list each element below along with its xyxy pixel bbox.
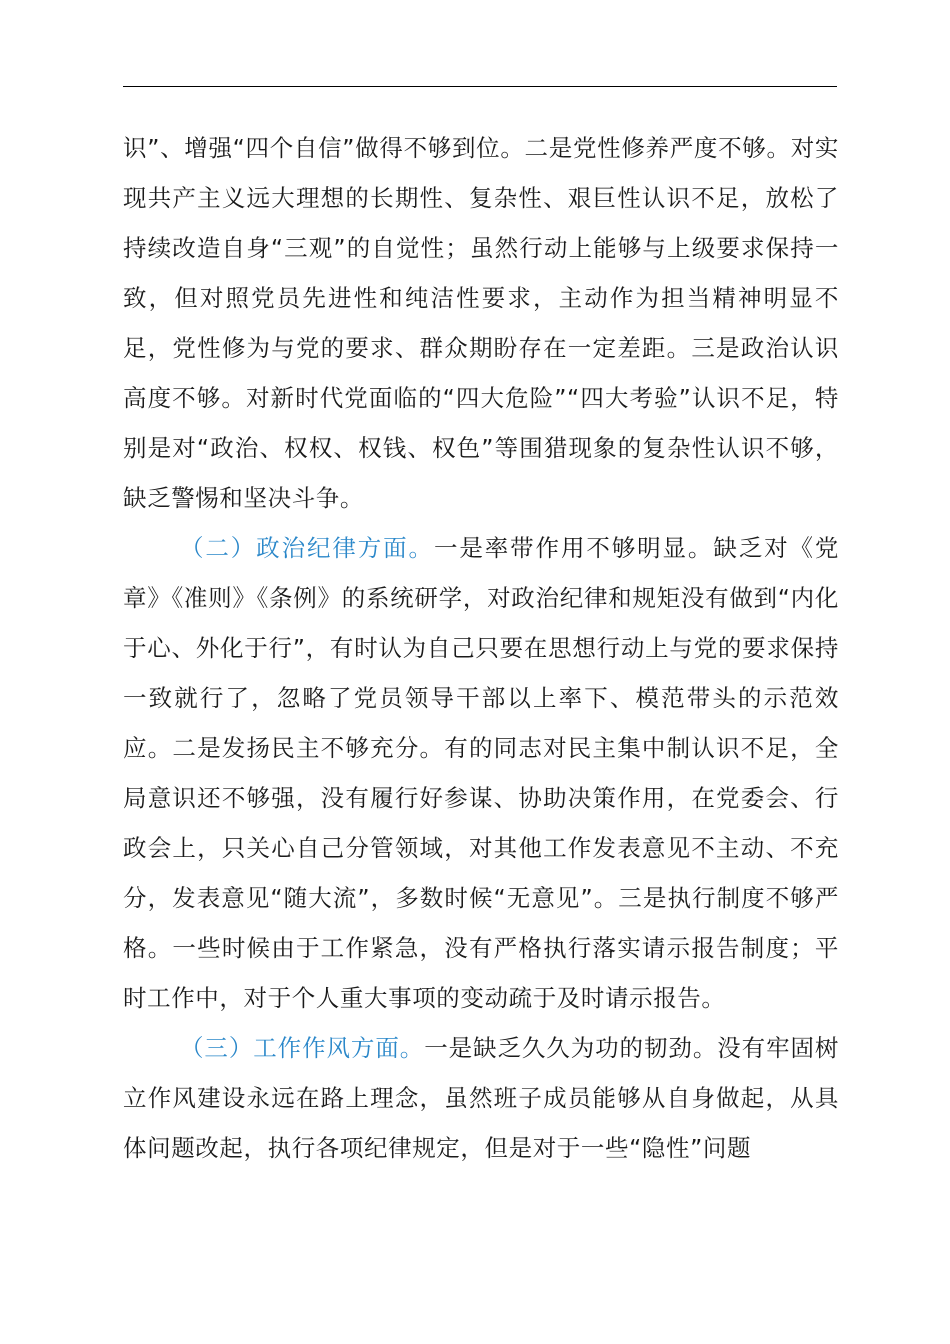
header-rule (123, 86, 837, 87)
paragraph-text: 识”、增强“四个自信”做得不够到位。二是党性修养严度不够。对实现共产主义远大理想的长期性、复杂性、艰巨性认识不足，放松了持续改造自身“三观”的自觉性；虽然行动上能够与上级要求保持一致，但对照党员先进性和纯洁性要求，主动作为担当精神明显不足，党性修为与党的要求、群众期盼存在一定差距。三是政治认识高度不够。对新时代党面临的“四大危险”“四大考验”认识不足，特别是对“政治、权权、权钱、权色”等围猎现象的复杂性认识不够，缺乏警惕和坚决斗争。 (123, 134, 839, 512)
section-heading: （三）工作作风方面。 (180, 1034, 425, 1062)
paragraph-political-discipline (123, 523, 839, 1023)
document-body (123, 123, 839, 1173)
section-heading: （二）政治纪律方面。 (180, 534, 434, 562)
paragraph-text: 一是率带作用不够明显。缺乏对《党章》《准则》《条例》的系统研学，对政治纪律和规矩没有做到“内化于心、外化于行”，有时认为自己只要在思想行动上与党的要求保持一致就行了，忽略了党员领导干部以上率下、模范带头的示范效应。二是发扬民主不够充分。有的同志对民主集中制认识不足，全局意识还不够强，没有履行好参谋、协助决策作用，在党委会、行政会上，只关心自己分管领域，对其他工作发表意见不主动、不充分，发表意见“随大流”，多数时候“无意见”。三是执行制度不够严格。一些时候由于工作紧急，没有严格执行落实请示报告制度；平时工作中，对于个人重大事项的变动疏于及时请示报告。 (123, 534, 840, 1012)
paragraph-work-style (123, 1023, 839, 1173)
paragraph-text: 一是缺乏久久为功的韧劲。没有牢固树立作风建设永远在路上理念，虽然班子成员能够从自身做起，从具体问题改起，执行各项纪律规定，但是对于一些“隐性”问题 (123, 1034, 840, 1162)
paragraph-continuation (123, 123, 839, 523)
